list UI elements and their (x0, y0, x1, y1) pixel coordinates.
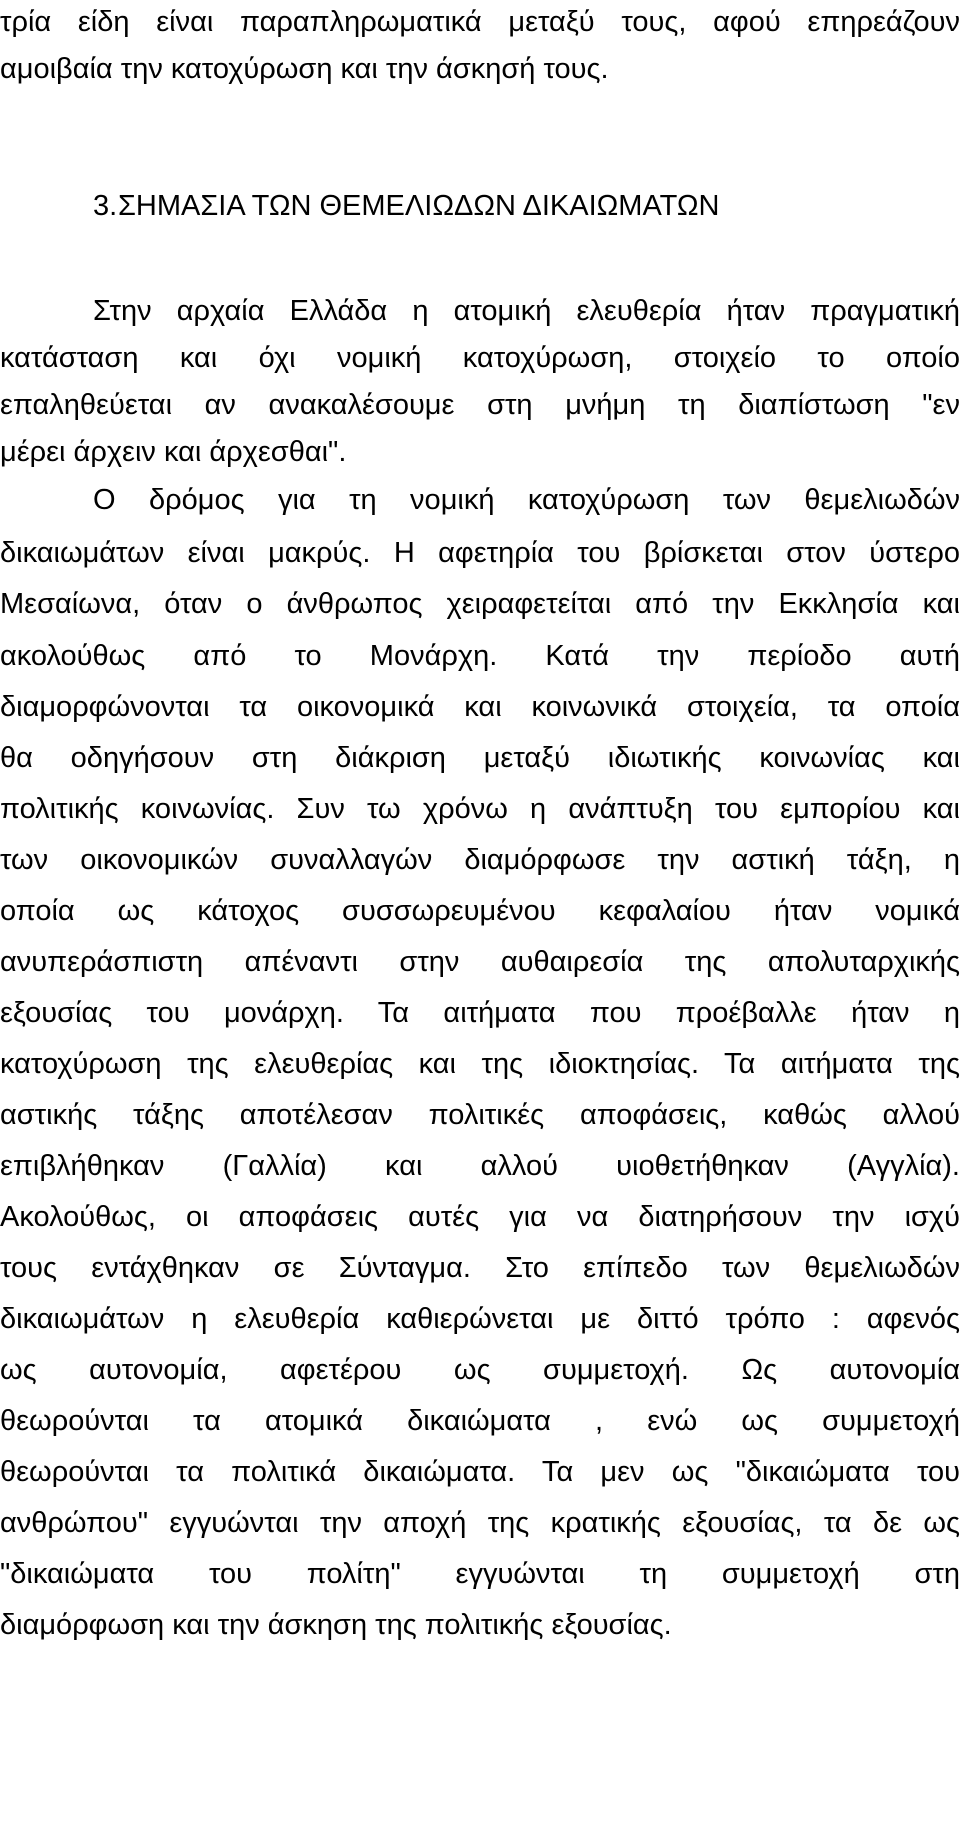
intro-line-2: αμοιβαία την κατοχύρωση και την άσκησή τους. (0, 53, 609, 85)
paragraph2-line-6: θα οδηγήσουν στη διάκριση μεταξύ ιδιωτικής κοινωνίας και (0, 742, 960, 774)
intro-line-1: τρία είδη είναι παραπληρωματικά μεταξύ τους, αφού επηρεάζουν (0, 6, 960, 38)
paragraph1-line-3: επαληθεύεται αν ανακαλέσουμε στη μνήμη τη διαπίστωση "εν (0, 389, 960, 421)
paragraph2-line-21: ανθρώπου" εγγυώνται την αποχή της κρατικής εξουσίας, τα δε ως (0, 1507, 960, 1539)
section-title: ΣΗΜΑΣΙΑ ΤΩΝ ΘΕΜΕΛΙΩΔΩΝ ΔΙΚΑΙΩΜΑΤΩΝ (118, 190, 720, 222)
paragraph2-line-3: Μεσαίωνα, όταν ο άνθρωπος χειραφετείται από την Εκκλησία και (0, 588, 960, 620)
paragraph2-line-2: δικαιωμάτων είναι μακρύς. Η αφετηρία του βρίσκεται στον ύστερο (0, 537, 960, 569)
paragraph2-line-15: Ακολούθως, οι αποφάσεις αυτές για να διατηρήσουν την ισχύ (0, 1201, 960, 1233)
paragraph2-line-14: επιβλήθηκαν (Γαλλία) και αλλού υιοθετήθηκαν (Αγγλία). (0, 1150, 960, 1182)
paragraph2-line-10: ανυπεράσπιστη απέναντι στην αυθαιρεσία της απολυταρχικής (0, 946, 960, 978)
paragraph2-line-5: διαμορφώνονται τα οικονομικά και κοινωνικά στοιχεία, τα οποία (0, 691, 960, 723)
paragraph2-line-1: Ο δρόμος για τη νομική κατοχύρωση των θεμελιωδών (93, 484, 960, 516)
paragraph2-line-22: "δικαιώματα του πολίτη" εγγυώνται τη συμμετοχή στη (0, 1558, 960, 1590)
paragraph2-line-12: κατοχύρωση της ελευθερίας και της ιδιοκτησίας. Τα αιτήματα της (0, 1048, 960, 1080)
paragraph2-line-17: δικαιωμάτων η ελευθερία καθιερώνεται με διττό τρόπο : αφενός (0, 1303, 960, 1335)
paragraph2-line-4: ακολούθως από το Μονάρχη. Κατά την περίοδο αυτή (0, 640, 960, 672)
paragraph2-line-19: θεωρούνται τα ατομικά δικαιώματα , ενώ ως συμμετοχή (0, 1405, 960, 1437)
paragraph2-line-18: ως αυτονομία, αφετέρου ως συμμετοχή. Ως αυτονομία (0, 1354, 960, 1386)
paragraph2-line-7: πολιτικής κοινωνίας. Συν τω χρόνω η ανάπτυξη του εμπορίου και (0, 793, 960, 825)
paragraph2-line-8: των οικονομικών συναλλαγών διαμόρφωσε την αστική τάξη, η (0, 844, 960, 876)
paragraph2-line-23: διαμόρφωση και την άσκηση της πολιτικής εξουσίας. (0, 1609, 672, 1641)
paragraph1-line-1: Στην αρχαία Ελλάδα η ατομική ελευθερία ήταν πραγματική (93, 295, 960, 327)
paragraph2-line-11: εξουσίας του μονάρχη. Τα αιτήματα που προέβαλλε ήταν η (0, 997, 960, 1029)
paragraph1-line-4: μέρει άρχειν και άρχεσθαι". (0, 436, 347, 468)
paragraph2-line-16: τους εντάχθηκαν σε Σύνταγμα. Στο επίπεδο των θεμελιωδών (0, 1252, 960, 1284)
paragraph2-line-9: οποία ως κάτοχος συσσωρευμένου κεφαλαίου ήταν νομικά (0, 895, 960, 927)
paragraph2-line-20: θεωρούνται τα πολιτικά δικαιώματα. Τα μεν ως "δικαιώματα του (0, 1456, 960, 1488)
section-heading (0, 186, 960, 226)
section-number: 3. (93, 190, 118, 222)
paragraph2-line-13: αστικής τάξης αποτέλεσαν πολιτικές αποφάσεις, καθώς αλλού (0, 1099, 960, 1131)
paragraph1-line-2: κατάσταση και όχι νομική κατοχύρωση, στοιχείο το οποίο (0, 342, 960, 374)
